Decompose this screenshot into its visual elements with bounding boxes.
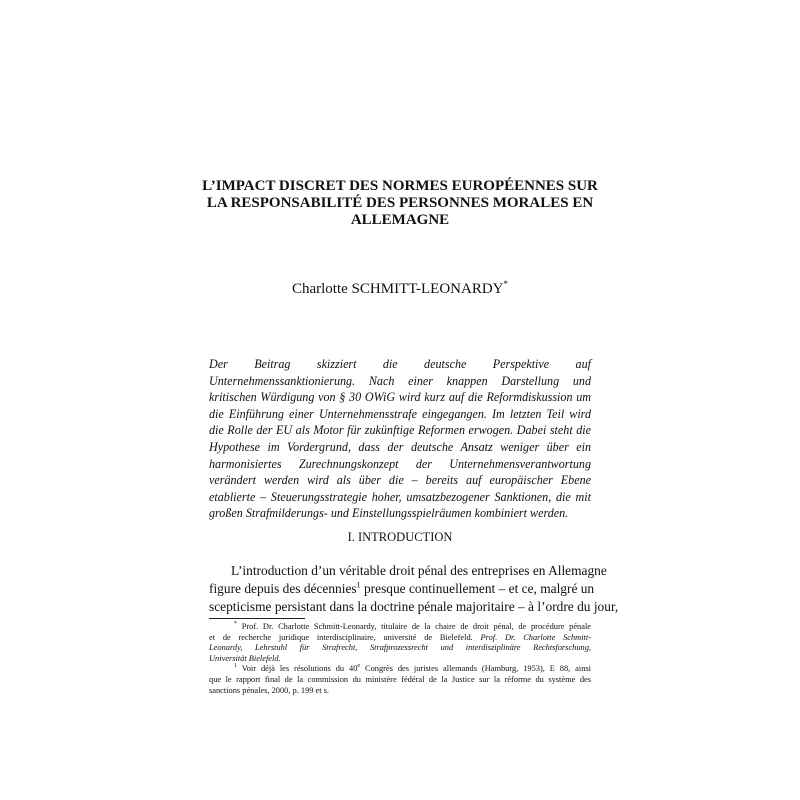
body-text-fragment: figure depuis des décennies xyxy=(209,581,357,597)
abstract-line: die Einführung einer Unternehmensstrafe eingegangen. Im letzten Teil wird xyxy=(209,406,591,421)
section-heading: I. INTRODUCTION xyxy=(347,530,453,544)
title-line: L’IMPACT DISCRET DES NORMES EUROPÉENNES SUR xyxy=(202,178,598,194)
footnote-separator xyxy=(209,618,305,619)
footnote-star xyxy=(209,622,591,664)
footnote-marker: * xyxy=(234,621,237,628)
footnote-line: Universität Bielefeld. xyxy=(209,653,281,663)
body-line: scepticisme persistant dans la doctrine pénale majoritaire – à l’ordre du jour, xyxy=(209,599,619,615)
body-line xyxy=(209,580,595,598)
footnote-line xyxy=(209,622,591,633)
footnote-text: Prof. Dr. Charlotte Schmitt-Leonardy, titulaire de la chaire de droit pénal, de procédure pénale xyxy=(237,622,591,631)
abstract-line: etablierte – Steuerungsstrategie hoher, umsatzbezogener Sanktionen, die mit xyxy=(209,489,591,504)
superscript: e xyxy=(357,663,361,670)
abstract-line: Der Beitrag skizziert die deutsche Perspektive auf xyxy=(209,357,591,371)
footnote-line: que le rapport final de la commission du ministère fédéral de la Justice sur la réforme du système des xyxy=(209,674,591,684)
abstract-line: verändert werden wird als über die – bereits auf europäischer Ebene xyxy=(209,473,591,488)
abstract-line: harmonisiertes Zurechnungskonzept der Unternehmensverantwortung xyxy=(209,456,591,471)
body-text-fragment: presque continuellement – et ce, malgré un xyxy=(360,581,595,597)
footnote-marker: 1 xyxy=(234,663,237,670)
author-line xyxy=(200,280,600,298)
body-paragraph xyxy=(209,562,619,617)
footnote-reference: 1 xyxy=(356,580,361,590)
abstract-line: Unternehmenssanktionierung. Nach einer knappen Darstellung und xyxy=(209,373,591,388)
abstract-line: die Rolle der EU als Motor für zukünftige Reformen erwogen. Dabei steht die xyxy=(209,423,591,438)
footnote-line: Leonardy, Lehrstuhl für Strafrecht, Strafprozessrecht und interdisziplinäre Rechtsforschung, xyxy=(209,643,591,653)
author-footnote-marker: * xyxy=(503,279,509,289)
footnote-line: sanctions pénales, 2000, p. 199 et s. xyxy=(209,685,330,695)
footnotes xyxy=(209,622,591,696)
footnote-text: Congrès des juristes allemands (Hamburg, 1953), E 88, ainsi xyxy=(360,664,591,674)
footnote-1 xyxy=(209,664,591,696)
abstract-line: großen Strafmilderungs- und Einstellungsspielräumen kombiniert werden. xyxy=(209,506,569,521)
abstract xyxy=(209,356,591,522)
footnote-line xyxy=(209,633,591,644)
abstract-line: Hypothese im Vordergrund, dass der deutsche Ansatz weniger über ein xyxy=(209,439,591,454)
footnote-text-italic: Prof. Dr. Charlotte Schmitt- xyxy=(480,632,591,642)
abstract-line: kritischen Würdigung von § 30 OWiG wird kurz auf die Reformdiskussion um xyxy=(209,390,591,405)
body-line: L’introduction d’un véritable droit pénal des entreprises en Allemagne xyxy=(231,563,607,578)
author-name: Charlotte SCHMITT-LEONARDY xyxy=(291,281,504,297)
title-line: ALLEMAGNE xyxy=(350,212,450,228)
footnote-text: Voir déjà les résolutions du 40 xyxy=(237,664,358,674)
footnote-text: et de recherche juridique interdisciplinaire, université de Bielefeld. xyxy=(209,632,481,642)
footnote-line xyxy=(209,664,591,675)
title-line: LA RESPONSABILITÉ DES PERSONNES MORALES EN xyxy=(206,195,594,211)
article-title xyxy=(200,178,600,229)
